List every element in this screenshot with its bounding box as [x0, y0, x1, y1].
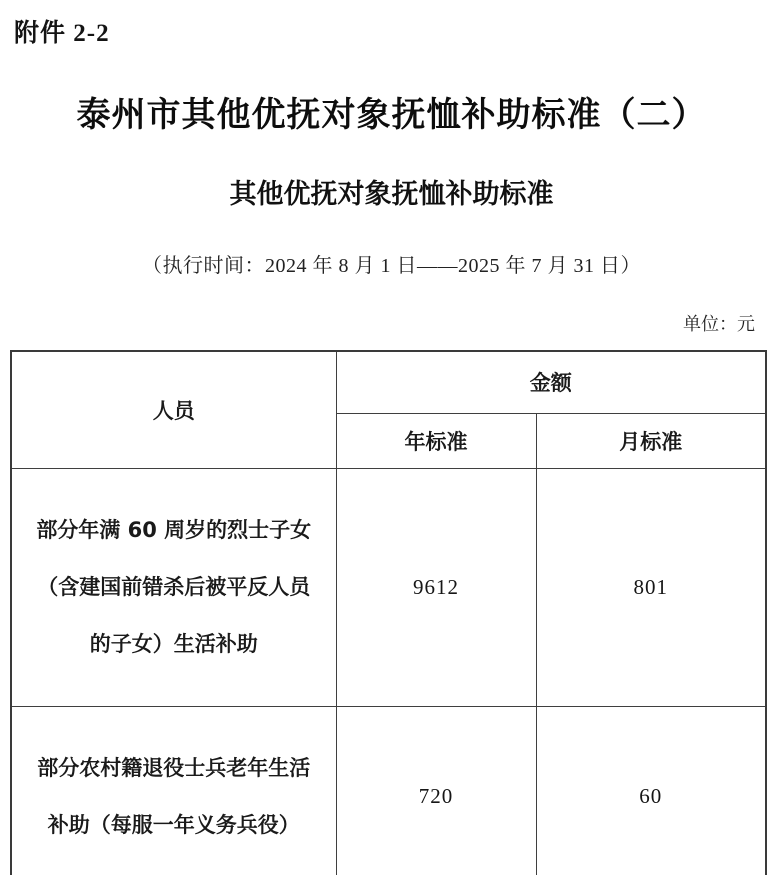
- table-row-rural-veterans: [11, 706, 766, 875]
- subsidy-standards-table: [10, 350, 767, 875]
- monthly-standard-value: 801: [536, 468, 766, 706]
- subtitle: 其他优抚对象抚恤补助标准: [229, 179, 554, 209]
- person-description-line: 的子女）生活补助: [89, 631, 258, 656]
- annual-standard-value: 9612: [336, 468, 536, 706]
- person-description-line: 补助（每服一年义务兵役）: [47, 812, 300, 837]
- table-row-martyr-children: [11, 468, 766, 706]
- person-description-line: 部分农村籍退役士兵老年生活: [37, 755, 311, 780]
- header-row-amount: [11, 351, 766, 413]
- col-header-annual-standard: 年标准: [336, 413, 536, 468]
- col-header-person: 人员: [11, 351, 336, 468]
- col-header-monthly-standard: 月标准: [536, 413, 766, 468]
- attachment-label: 附件 2-2: [14, 20, 110, 47]
- person-description-line: 部分年满 60 周岁的烈士子女: [36, 517, 312, 542]
- annual-standard-value: 720: [336, 706, 536, 875]
- monthly-standard-value: 60: [536, 706, 766, 875]
- main-title: 泰州市其他优抚对象抚恤补助标准（二）: [76, 97, 707, 134]
- col-header-amount: 金额: [336, 351, 766, 413]
- person-description-cell: [11, 468, 336, 706]
- unit-note: 单位：元: [683, 314, 755, 334]
- person-description-cell: [11, 706, 336, 875]
- person-description-line: （含建国前错杀后被平反人员: [37, 574, 311, 599]
- effective-period: （执行时间：2024 年 8 月 1 日——2025 年 7 月 31 日）: [142, 255, 641, 277]
